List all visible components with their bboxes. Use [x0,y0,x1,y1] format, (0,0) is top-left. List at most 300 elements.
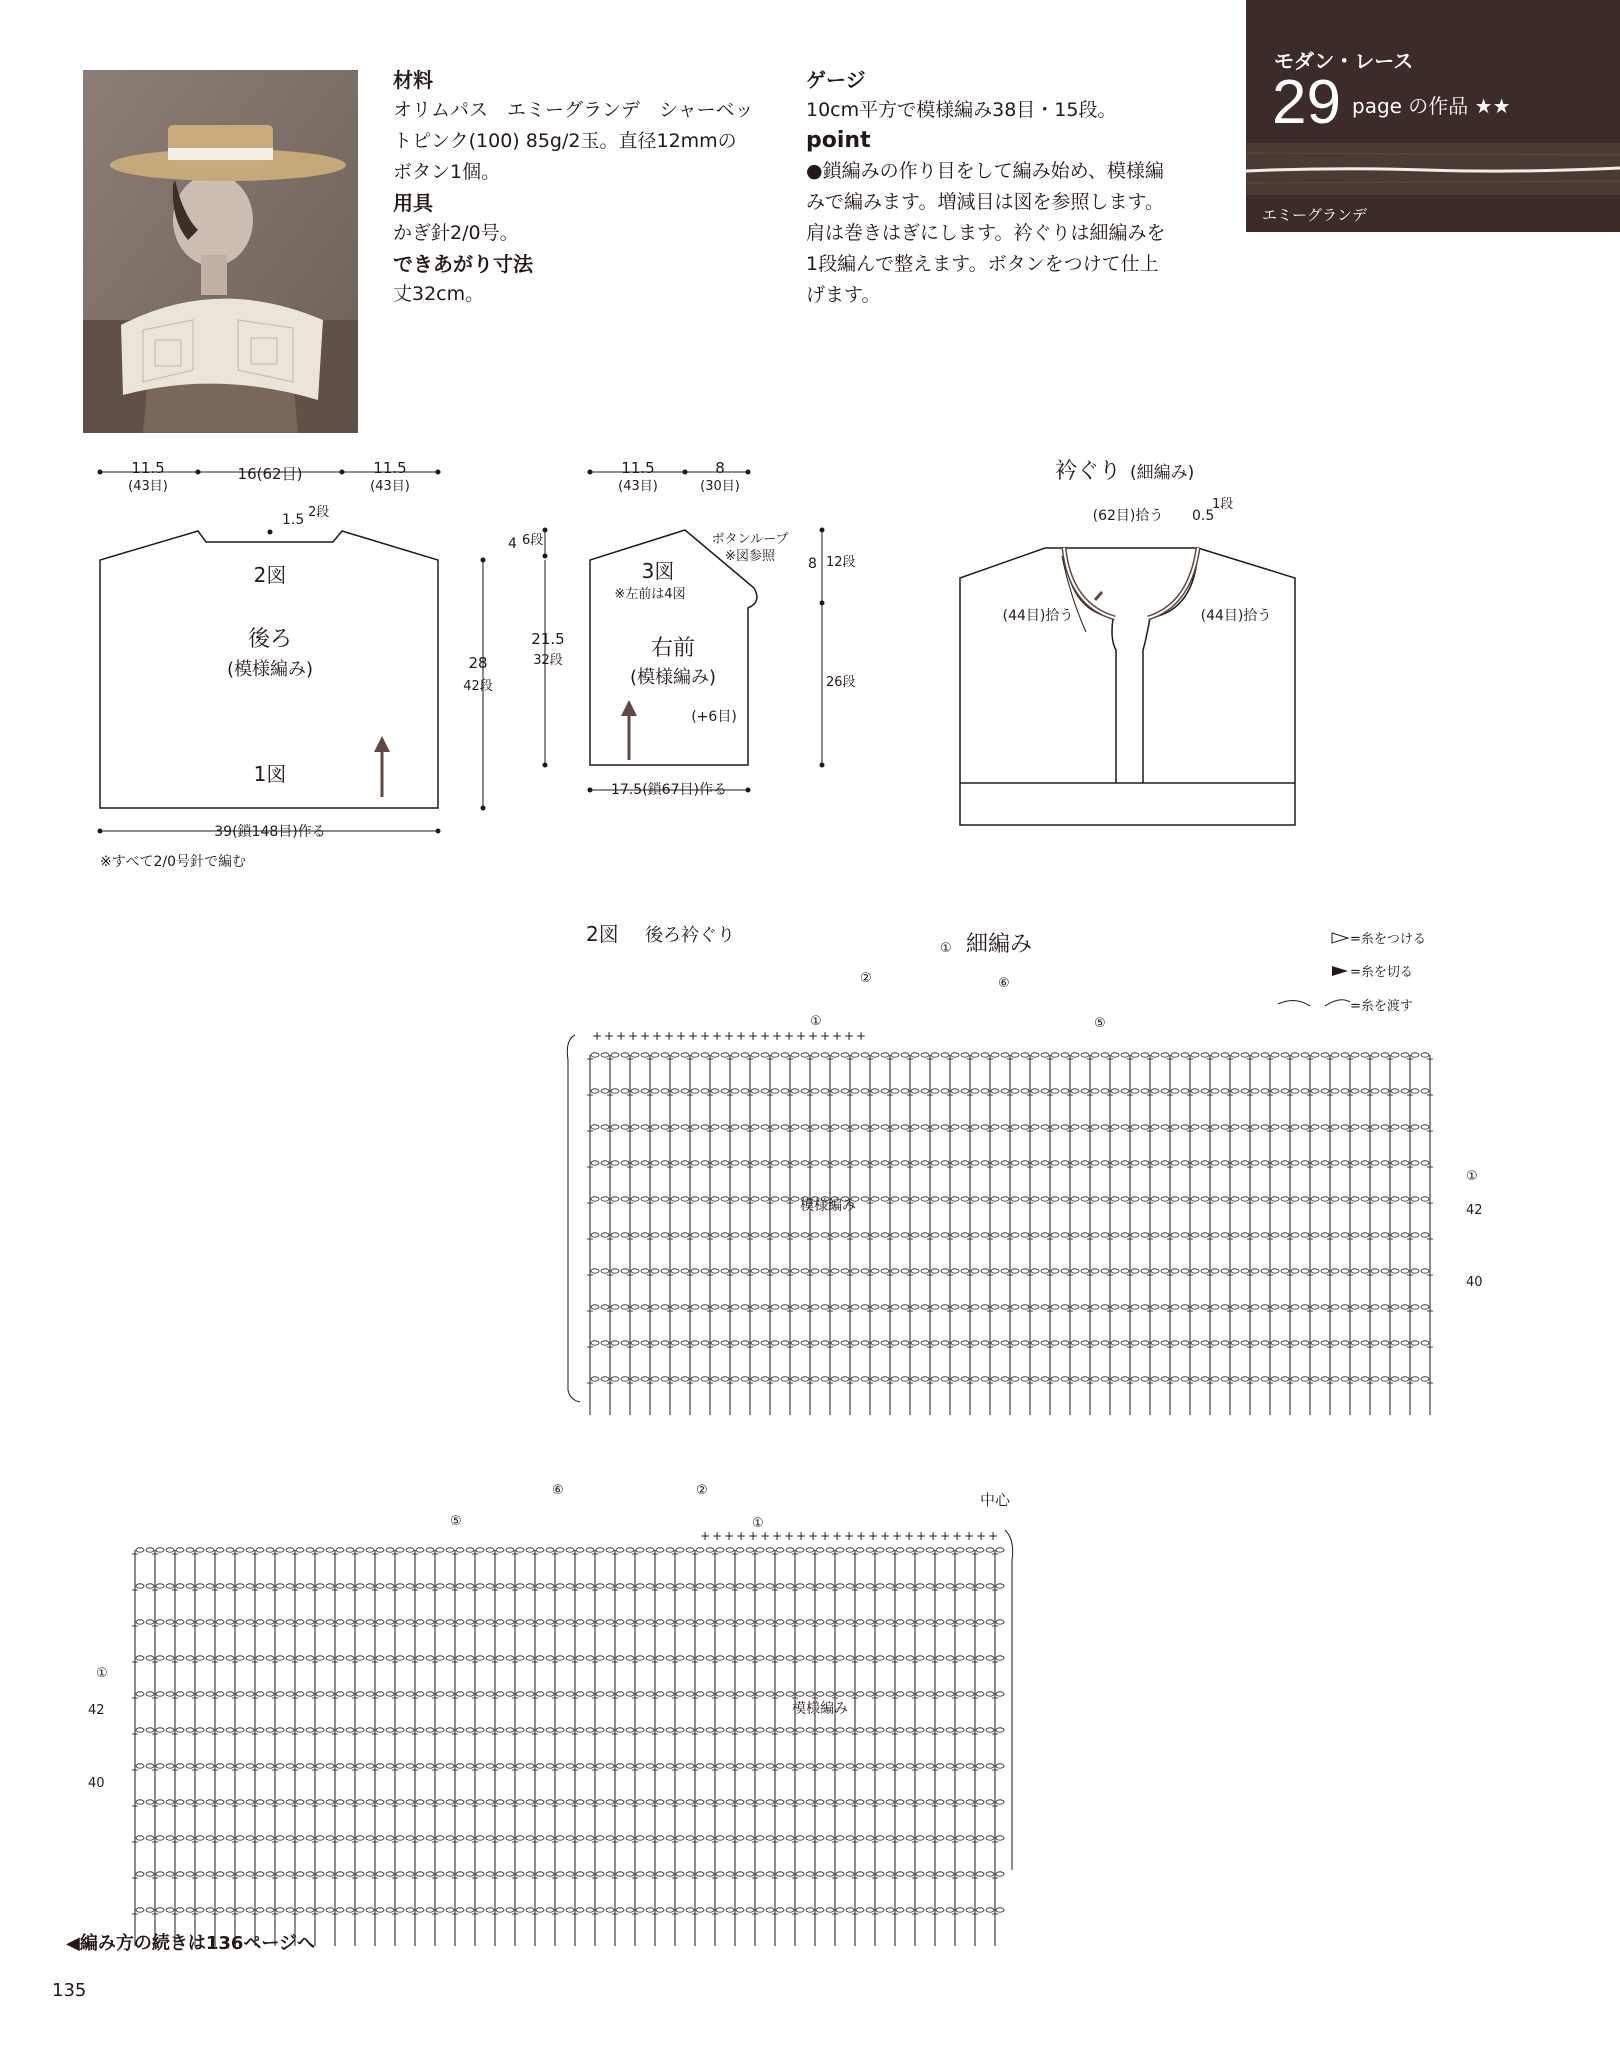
chain-stitch [1051,1053,1059,1057]
chain-stitch [861,1161,869,1165]
chain-stitch [1291,1377,1299,1381]
chain-stitch [306,1656,314,1660]
chain-stitch [1121,1233,1129,1237]
chain-stitch [736,1656,744,1660]
chain-stitch [1261,1197,1269,1201]
chain-stitch [1391,1377,1399,1381]
chain-stitch [756,1728,764,1732]
chain-stitch [686,1872,694,1876]
chain-stitch [646,1872,654,1876]
chain-stitch [951,1341,959,1345]
chain-stitch [911,1233,919,1237]
chain-stitch [556,1656,564,1660]
chain-stitch [726,1908,734,1912]
chain-stitch [611,1305,619,1309]
chain-stitch [186,1728,194,1732]
chain-stitch [751,1233,759,1237]
chain-stitch [1411,1341,1419,1345]
chain-stitch [236,1908,244,1912]
chain-stitch [1151,1305,1159,1309]
chain-stitch [576,1764,584,1768]
chain-stitch [681,1197,689,1201]
chain-stitch [861,1305,869,1309]
chain-stitch [176,1548,184,1552]
chain-stitch [1351,1341,1359,1345]
chain-stitch [956,1764,964,1768]
chain-stitch [761,1233,769,1237]
chain-stitch [696,1800,704,1804]
chain-stitch [476,1836,484,1840]
chain-stitch [966,1836,974,1840]
chain-stitch [1141,1269,1149,1273]
chain-stitch [1401,1125,1409,1129]
sc-mark: + [724,1029,735,1043]
chain-stitch [516,1692,524,1696]
chain-stitch [616,1656,624,1660]
chain-stitch [1311,1377,1319,1381]
chain-stitch [621,1377,629,1381]
chain-stitch [956,1800,964,1804]
chain-stitch [1091,1197,1099,1201]
chain-stitch [851,1377,859,1381]
size-label: できあがり寸法 [393,252,533,276]
chain-stitch [1061,1089,1069,1093]
chain-stitch [721,1377,729,1381]
chain-stitch [991,1089,999,1093]
chain-stitch [661,1125,669,1129]
chain-stitch [366,1908,374,1912]
chain-stitch [971,1233,979,1237]
chain-stitch [1021,1053,1029,1057]
chain-stitch [1081,1161,1089,1165]
chain-stitch [796,1728,804,1732]
chain-stitch [911,1305,919,1309]
chain-stitch [1191,1233,1199,1237]
chain-stitch [906,1872,914,1876]
chain-stitch [236,1620,244,1624]
chain-stitch [416,1728,424,1732]
chart2-center: 中心 [979,1491,1011,1509]
legend-carry: =糸を渡す [1350,999,1413,1014]
chain-stitch [861,1377,869,1381]
chain-stitch [896,1620,904,1624]
chain-stitch [681,1341,689,1345]
chain-stitch [946,1872,954,1876]
chain-stitch [786,1908,794,1912]
chain-stitch [1141,1125,1149,1129]
chain-stitch [796,1548,804,1552]
chain-stitch [526,1548,534,1552]
chain-stitch [526,1584,534,1588]
chain-stitch [1071,1305,1079,1309]
chain-stitch [456,1584,464,1588]
chain-stitch [1341,1161,1349,1165]
chain-stitch [771,1125,779,1129]
chain-stitch [546,1800,554,1804]
chain-stitch [861,1269,869,1273]
sc-mark: + [868,1529,879,1543]
chain-stitch [631,1305,639,1309]
chain-stitch [426,1620,434,1624]
chain-stitch [836,1800,844,1804]
chain-stitch [1131,1053,1139,1057]
chain-stitch [641,1125,649,1129]
chain-stitch [936,1548,944,1552]
chain-stitch [946,1692,954,1696]
chain-stitch [706,1620,714,1624]
chain-stitch [1231,1125,1239,1129]
collar-rows: 0.5 [1192,508,1215,524]
chain-stitch [776,1656,784,1660]
chain-stitch [436,1728,444,1732]
chain-stitch [806,1764,814,1768]
chain-stitch [566,1620,574,1624]
chain-stitch [1001,1089,1009,1093]
chain-stitch [981,1377,989,1381]
chain-stitch [681,1269,689,1273]
chain-stitch [956,1656,964,1660]
chain-stitch [1291,1341,1299,1345]
chain-stitch [706,1764,714,1768]
chain-stitch [901,1197,909,1201]
chain-stitch [546,1584,554,1588]
chain-stitch [246,1764,254,1768]
chain-stitch [546,1836,554,1840]
chain-stitch [711,1269,719,1273]
chain-stitch [936,1692,944,1696]
chain-stitch [976,1656,984,1660]
chain-stitch [886,1764,894,1768]
chain-stitch [286,1584,294,1588]
chain-stitch [236,1800,244,1804]
chain-stitch [936,1872,944,1876]
chain-stitch [246,1800,254,1804]
chain-stitch [156,1548,164,1552]
chain-stitch [266,1728,274,1732]
chain-stitch [966,1584,974,1588]
chain-stitch [711,1161,719,1165]
chain-stitch [676,1548,684,1552]
chain-stitch [711,1089,719,1093]
chain-stitch [996,1656,1004,1660]
chain-stitch [1331,1341,1339,1345]
chain-stitch [811,1233,819,1237]
chain-stitch [1091,1161,1099,1165]
chain-stitch [866,1764,874,1768]
chain-stitch [236,1764,244,1768]
chain-stitch [961,1269,969,1273]
chain-stitch [246,1692,254,1696]
chain-stitch [791,1305,799,1309]
point-line: 肩は巻きはぎにします。衿ぐりは細編みを [806,222,1166,244]
sc-mark: + [976,1529,987,1543]
chain-stitch [296,1620,304,1624]
chain-stitch [406,1584,414,1588]
chain-stitch [376,1692,384,1696]
chain-stitch [1031,1377,1039,1381]
chain-stitch [726,1548,734,1552]
chain-stitch [766,1692,774,1696]
chain-stitch [366,1548,374,1552]
chain-stitch [1071,1197,1079,1201]
chain-stitch [971,1161,979,1165]
chain-stitch [966,1728,974,1732]
chain-stitch [1041,1233,1049,1237]
front-inc: (+6目) [691,709,737,725]
chain-stitch [916,1908,924,1912]
chain-stitch [1301,1053,1309,1057]
chain-stitch [316,1584,324,1588]
chain-stitch [821,1233,829,1237]
chain-stitch [1071,1269,1079,1273]
chain-stitch [386,1548,394,1552]
chain-stitch [176,1584,184,1588]
chain-stitch [1221,1377,1229,1381]
chain-stitch [946,1764,954,1768]
chain-stitch [706,1836,714,1840]
chain-stitch [396,1692,404,1696]
chain-stitch [136,1836,144,1840]
chain-stitch [926,1656,934,1660]
chain-stitch [1281,1341,1289,1345]
chain-stitch [816,1548,824,1552]
chain-stitch [436,1584,444,1588]
chain-stitch [816,1728,824,1732]
chain-stitch [456,1692,464,1696]
chain-stitch [841,1233,849,1237]
chain-stitch [1161,1269,1169,1273]
chain-stitch [961,1089,969,1093]
chain-stitch [1381,1161,1389,1165]
chain-stitch [356,1620,364,1624]
chain-stitch [761,1341,769,1345]
chain-stitch [1341,1377,1349,1381]
back-stitch: (模様編み) [226,659,314,680]
chain-stitch [226,1620,234,1624]
chain-stitch [566,1908,574,1912]
chain-stitch [1061,1341,1069,1345]
chain-stitch [1071,1125,1079,1129]
chain-stitch [816,1800,824,1804]
chain-stitch [1351,1161,1359,1165]
chain-stitch [656,1836,664,1840]
chain-stitch [886,1872,894,1876]
chart1-mark: ⑥ [998,976,1010,991]
chain-stitch [1151,1125,1159,1129]
chain-stitch [446,1800,454,1804]
chain-stitch [926,1800,934,1804]
chain-stitch [276,1692,284,1696]
chain-stitch [826,1620,834,1624]
chain-stitch [601,1233,609,1237]
chain-stitch [841,1269,849,1273]
chain-stitch [176,1728,184,1732]
chain-stitch [216,1584,224,1588]
chain-stitch [136,1800,144,1804]
chain-stitch [576,1620,584,1624]
chain-stitch [696,1908,704,1912]
chain-stitch [716,1548,724,1552]
chain-stitch [1391,1125,1399,1129]
chain-stitch [736,1728,744,1732]
chain-stitch [701,1089,709,1093]
chain-stitch [646,1836,654,1840]
chain-stitch [1361,1125,1369,1129]
chain-stitch [426,1872,434,1876]
chain-stitch [916,1872,924,1876]
chain-stitch [1341,1089,1349,1093]
chain-stitch [941,1377,949,1381]
chain-stitch [896,1692,904,1696]
chain-stitch [691,1305,699,1309]
chain-stitch [1371,1341,1379,1345]
front-top-left: 11.5 [621,459,655,477]
chain-stitch [1191,1053,1199,1057]
chain-stitch [706,1692,714,1696]
chain-stitch [911,1269,919,1273]
chain-stitch [1331,1233,1339,1237]
chain-stitch [1051,1125,1059,1129]
chain-stitch [646,1656,654,1660]
chain-stitch [836,1908,844,1912]
chain-stitch [1151,1053,1159,1057]
chain-stitch [656,1692,664,1696]
chain-stitch [976,1908,984,1912]
chain-stitch [691,1089,699,1093]
chain-stitch [1261,1341,1269,1345]
chain-stitch [526,1836,534,1840]
chain-stitch [876,1584,884,1588]
chain-stitch [1421,1089,1429,1093]
chain-stitch [306,1800,314,1804]
chain-stitch [1181,1377,1189,1381]
chain-stitch [841,1125,849,1129]
chain-stitch [641,1377,649,1381]
chain-stitch [786,1692,794,1696]
chain-stitch [626,1836,634,1840]
chain-stitch [951,1089,959,1093]
chain-stitch [946,1800,954,1804]
chain-stitch [1321,1053,1329,1057]
chain-stitch [156,1836,164,1840]
chain-stitch [986,1836,994,1840]
chain-stitch [666,1656,674,1660]
chain-stitch [536,1692,544,1696]
chain-stitch [476,1692,484,1696]
chain-stitch [1371,1125,1379,1129]
chain-stitch [146,1584,154,1588]
chain-stitch [386,1656,394,1660]
chain-stitch [966,1908,974,1912]
chain-stitch [971,1089,979,1093]
chain-stitch [856,1656,864,1660]
chain-stitch [1081,1269,1089,1273]
chain-stitch [811,1161,819,1165]
chain-stitch [1091,1233,1099,1237]
chain-stitch [876,1692,884,1696]
chain-stitch [606,1908,614,1912]
chain-stitch [166,1548,174,1552]
chain-stitch [726,1584,734,1588]
chain-stitch [841,1305,849,1309]
chain-stitch [836,1764,844,1768]
chain-stitch [456,1872,464,1876]
chain-stitch [991,1197,999,1201]
chain-stitch [266,1908,274,1912]
chain-stitch [626,1764,634,1768]
chain-stitch [536,1620,544,1624]
chain-stitch [386,1836,394,1840]
chain-stitch [376,1872,384,1876]
chain-stitch [1271,1197,1279,1201]
chain-stitch [1321,1269,1329,1273]
chain-stitch [761,1089,769,1093]
chain-stitch [736,1584,744,1588]
chain-stitch [816,1692,824,1696]
materials-label: 材料 [393,68,433,92]
chain-stitch [906,1584,914,1588]
chain-stitch [486,1764,494,1768]
materials-line: ボタン1個。 [393,161,501,183]
chain-stitch [801,1053,809,1057]
chain-stitch [921,1305,929,1309]
chain-stitch [1051,1197,1059,1201]
chain-stitch [721,1269,729,1273]
chain-stitch [186,1764,194,1768]
chain-stitch [356,1836,364,1840]
sc-mark: + [640,1029,651,1043]
chain-stitch [926,1692,934,1696]
chain-stitch [286,1836,294,1840]
chain-stitch [681,1089,689,1093]
chain-stitch [941,1161,949,1165]
chain-stitch [196,1908,204,1912]
chain-stitch [176,1620,184,1624]
chain-stitch [576,1692,584,1696]
chain-stitch [951,1305,959,1309]
chain-stitch [1171,1305,1179,1309]
chain-stitch [751,1269,759,1273]
chain-stitch [216,1728,224,1732]
chain-stitch [731,1161,739,1165]
sc-mark: + [844,1029,855,1043]
chart2-mark: 42 [88,1703,105,1718]
chain-stitch [1141,1053,1149,1057]
chain-stitch [366,1584,374,1588]
chain-stitch [646,1548,654,1552]
chain-stitch [136,1548,144,1552]
chain-stitch [1361,1053,1369,1057]
chain-stitch [566,1728,574,1732]
chain-stitch [941,1341,949,1345]
chain-stitch [1121,1377,1129,1381]
chain-stitch [466,1836,474,1840]
chain-stitch [631,1089,639,1093]
chain-stitch [386,1908,394,1912]
chain-stitch [931,1089,939,1093]
chain-stitch [526,1908,534,1912]
chain-stitch [1071,1377,1079,1381]
chain-stitch [186,1692,194,1696]
chain-stitch [601,1089,609,1093]
chain-stitch [306,1692,314,1696]
chain-stitch [1171,1377,1179,1381]
chain-stitch [1111,1089,1119,1093]
chain-stitch [841,1377,849,1381]
chain-stitch [1241,1053,1249,1057]
chain-stitch [1051,1305,1059,1309]
chain-stitch [866,1692,874,1696]
